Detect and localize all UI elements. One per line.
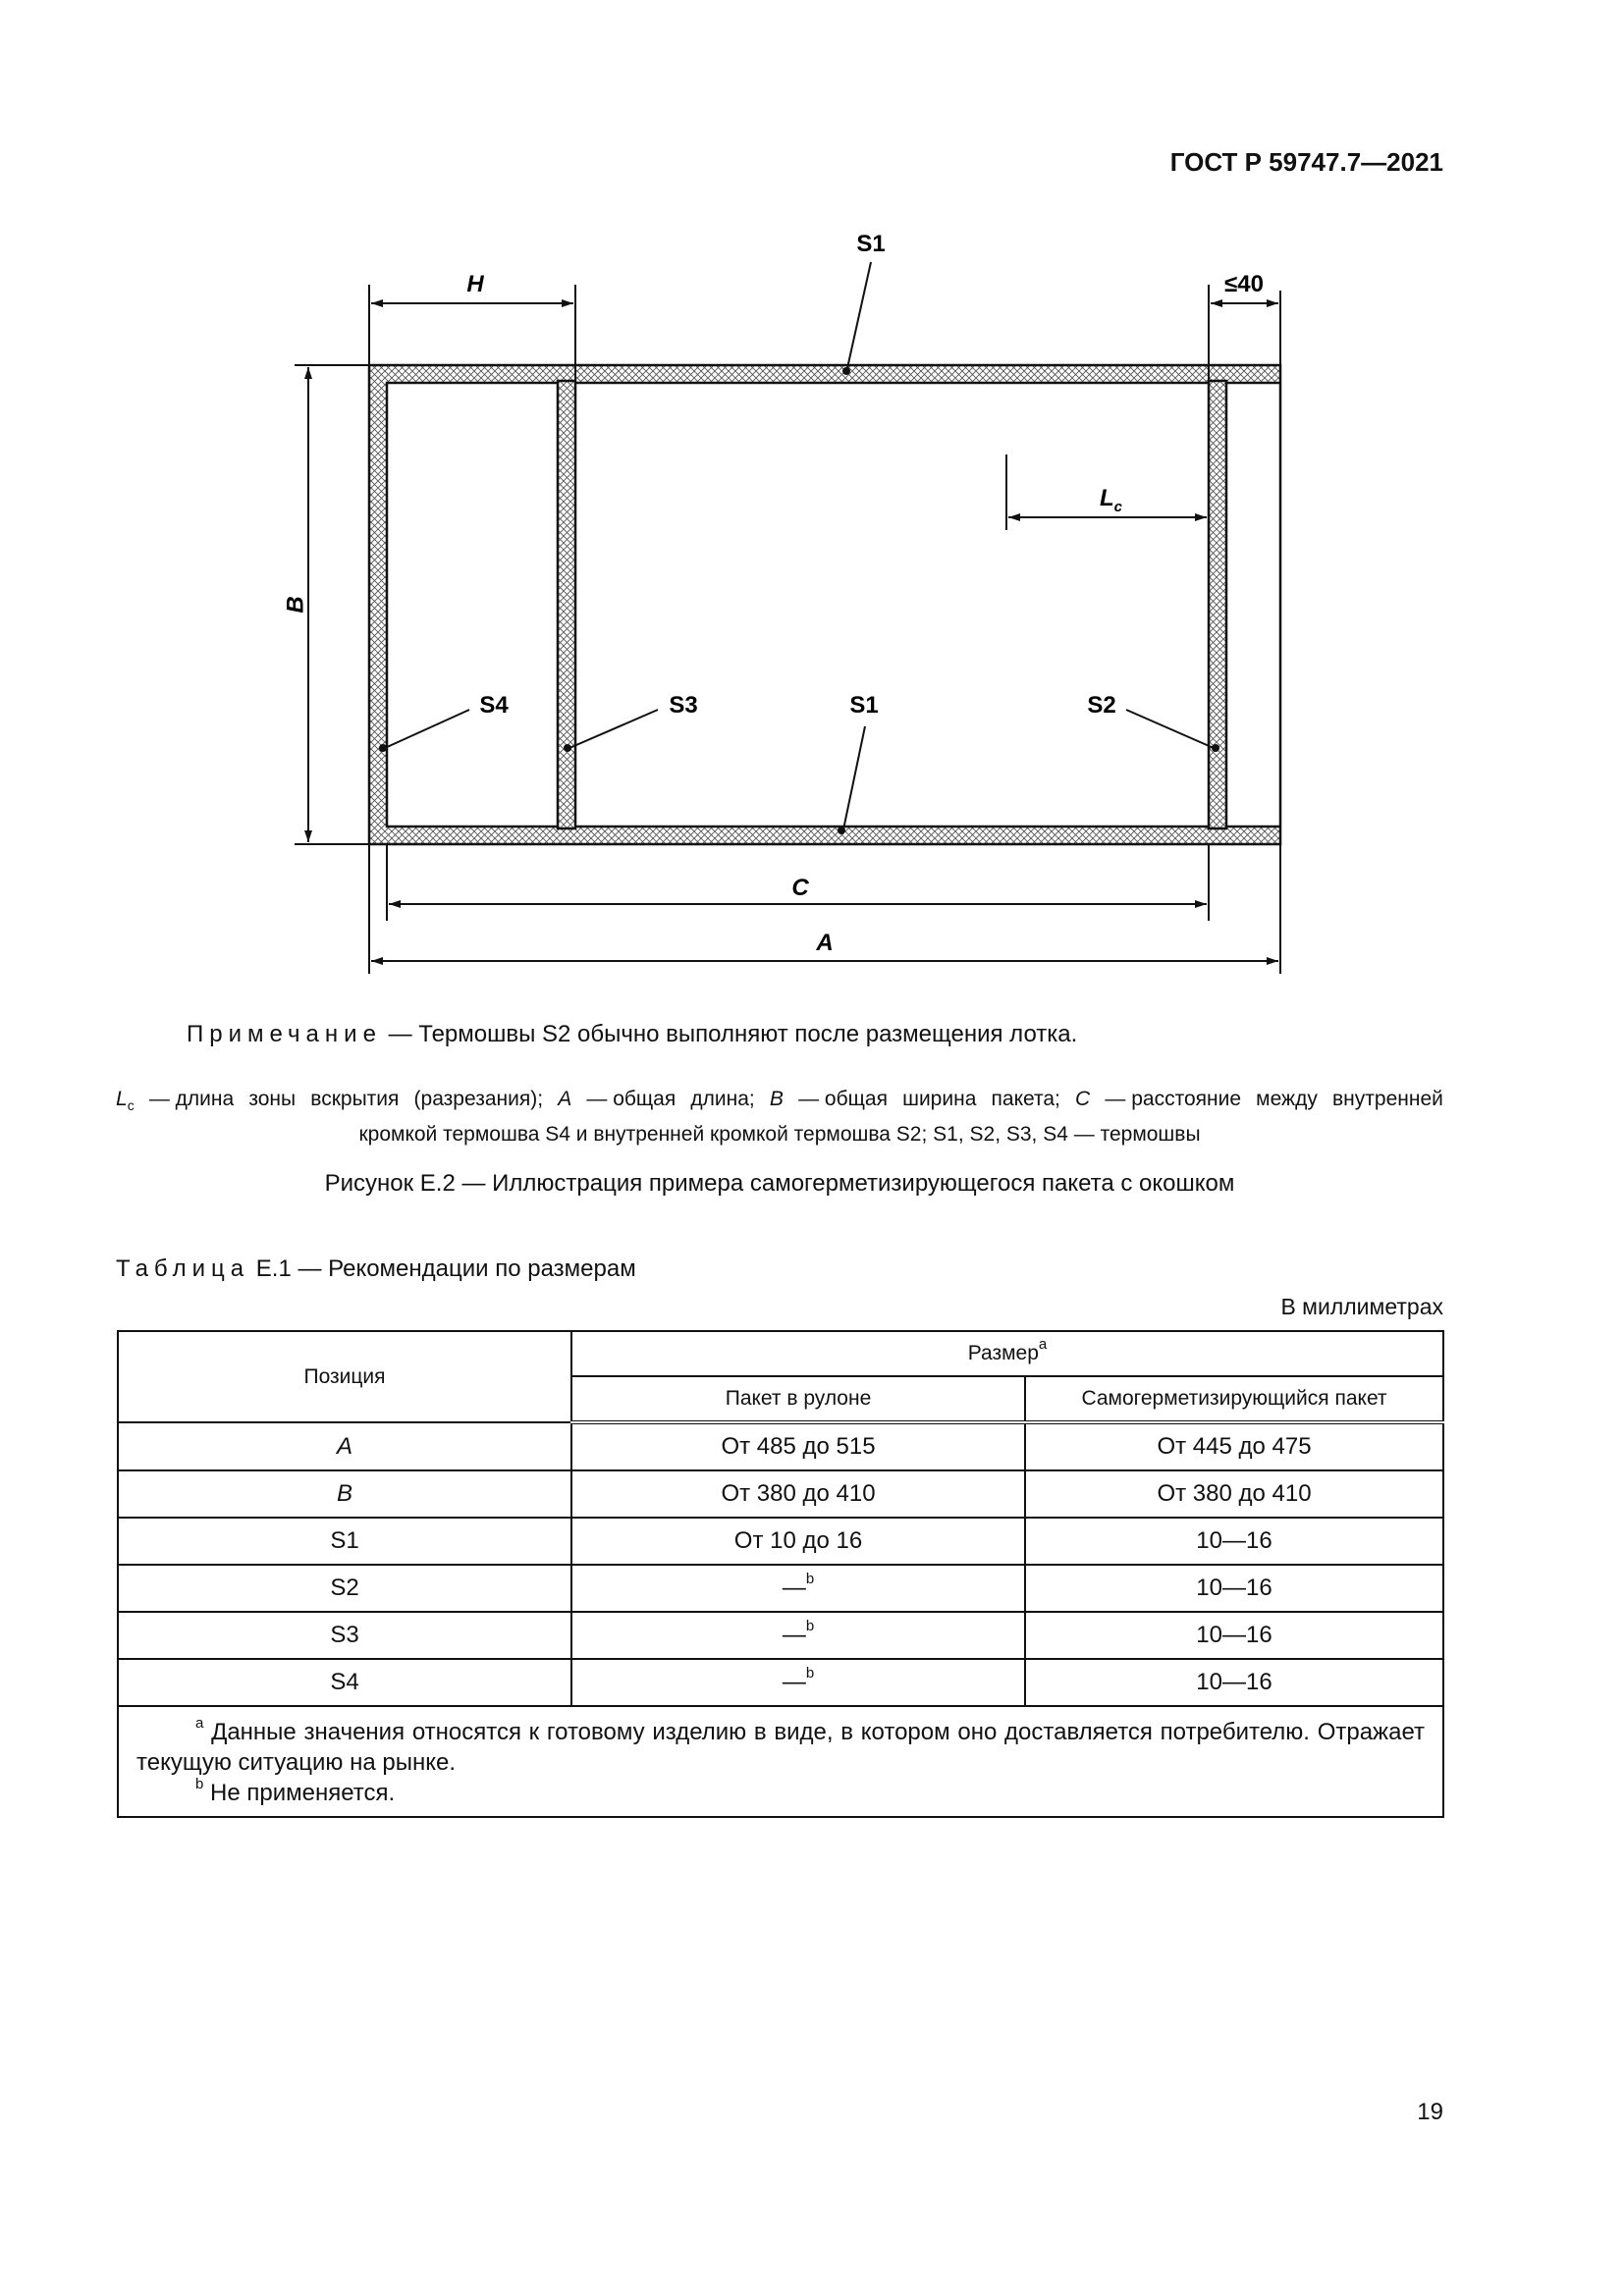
- footnote-a: $^a$ Данные значения относятся к готовому изделию в виде, в котором оно доставляется потребителю. Отражает текущую ситуацию на рынке.: [136, 1715, 1425, 1776]
- legend-line-1: $L_с$ — длина зоны вскрытия (разрезания); A — общая длина; B — общая ширина пакета; C — расстояние между внутренней: [116, 1085, 1443, 1120]
- table-units: В миллиметрах: [1280, 1294, 1443, 1319]
- label-a: A: [816, 930, 834, 956]
- header-self: Самогерметизирующийся пакет: [1025, 1376, 1443, 1422]
- table-row: A От 485 до 515 От 445 до 475: [118, 1422, 1443, 1470]
- label-max-width: ≤40: [1224, 271, 1264, 297]
- package-diagram: [0, 0, 1624, 1001]
- header-roll: Пакет в рулоне: [571, 1376, 1025, 1422]
- legend-lc: $L_с$: [116, 1088, 135, 1114]
- table-row: S2 —$^b$ 10—16: [118, 1565, 1443, 1612]
- header-size: Размер$^a$: [571, 1331, 1443, 1376]
- package-outline: [369, 365, 1280, 844]
- table-row: B От 380 до 410 От 380 до 410: [118, 1470, 1443, 1518]
- dimensions-table: [117, 1330, 1444, 1818]
- figure-legend: [116, 1085, 1443, 1148]
- page-number: 19: [1417, 2099, 1443, 2125]
- table-row: S4 —$^b$ 10—16: [118, 1659, 1443, 1706]
- figure-note: [187, 1021, 1443, 1048]
- label-s1-bottom: S1: [849, 692, 879, 719]
- seal-s3-strip: [558, 381, 575, 828]
- standard-code: ГОСТ Р 59747.7—2021: [1169, 147, 1443, 177]
- label-s1-top: S1: [856, 231, 886, 257]
- label-s3: S3: [669, 692, 698, 719]
- figure-caption: Рисунок Е.2 — Иллюстрация примера самогерметизирующегося пакета с окошком: [324, 1170, 1235, 1197]
- seal-s2-strip: [1209, 381, 1226, 828]
- label-lc: $L_c$: [1100, 485, 1123, 515]
- label-b: B: [282, 596, 309, 614]
- label-s4: S4: [479, 692, 509, 719]
- table-row: S1 От 10 до 16 10—16: [118, 1518, 1443, 1565]
- table-row: S3 —$^b$ 10—16: [118, 1612, 1443, 1659]
- table-title: Таблица Е.1 — Рекомендации по размерам: [116, 1255, 636, 1282]
- legend-line-2: кромкой термошва S4 и внутренней кромкой термошва S2; S1, S2, S3, S4 — термошвы: [358, 1123, 1201, 1147]
- note-lead: Примечание: [187, 1021, 382, 1047]
- note-text: — Термошвы S2 обычно выполняют после размещения лотка.: [381, 1021, 1078, 1047]
- label-h: H: [466, 271, 484, 297]
- label-s2: S2: [1087, 692, 1116, 719]
- header-position: Позиция: [118, 1331, 571, 1422]
- label-c: C: [791, 875, 809, 901]
- table-footnotes: [118, 1706, 1443, 1817]
- footnote-b: $^b$ Не применяется.: [195, 1776, 396, 1806]
